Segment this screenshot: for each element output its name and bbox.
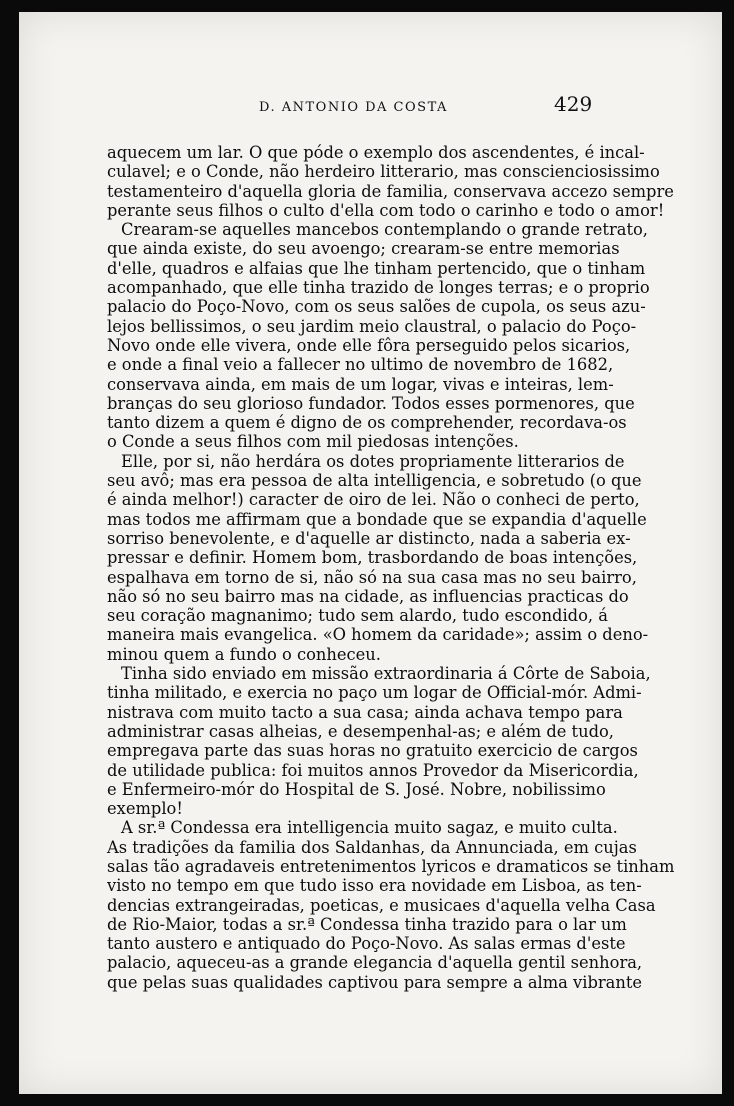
text-line: d'elle, quadros e alfaias que lhe tinham pertencido, que o tinham [107,258,646,278]
text-line: lejos bellissimos, o seu jardim meio claustral, o palacio do Poço- [107,316,637,336]
text-line: tanto austero e antiquado do Poço-Novo. As salas ermas d'este [107,934,626,954]
text-line: seu avô; mas era pessoa de alta intelligencia, e sobretudo (o que [107,471,642,491]
text-line: acompanhado, que elle tinha trazido de longes terras; e o proprio [107,278,650,298]
body-text [107,143,675,992]
paragraph [107,451,649,664]
text-line: administrar casas alheias, e desempenhal-as; e além de tudo, [107,721,614,741]
book-page [19,12,722,1094]
text-line: maneira mais evangelica. «O homem da caridade»; assim o deno- [107,625,649,645]
paragraph [107,664,651,819]
running-title: D. ANTONIO DA COSTA [259,100,448,115]
text-line: culavel; e o Conde, não herdeiro litterario, mas conscienciosissimo [107,162,660,182]
text-line: Novo onde elle vivera, onde elle fôra perseguido pelos sicarios, [107,335,631,355]
text-line: empregava parte das suas horas no gratuito exercicio de cargos [107,741,638,761]
text-line: sorriso benevolente, e d'aquelle ar distincto, nada a saberia ex- [107,528,631,548]
text-line: de utilidade publica: foi muitos annos Provedor da Misericordia, [107,760,639,780]
text-line: A sr.ª Condessa era intelligencia muito sagaz, e muito culta. [121,818,618,838]
paragraph [107,143,674,220]
text-line: de Rio-Maior, todas a sr.ª Condessa tinha trazido para o lar um [107,914,627,934]
paragraph [107,220,650,452]
text-line: que ainda existe, do seu avoengo; crearam-se entre memorias [107,239,620,259]
text-line: Elle, por si, não herdára os dotes propriamente litterarios de [121,451,625,471]
text-line: visto no tempo em que tudo isso era novidade em Lisboa, as ten- [107,876,642,896]
text-line: pressar e definir. Homem bom, trasbordando de boas intenções, [107,548,638,568]
page-number: 429 [554,92,593,116]
text-line: e Enfermeiro-mór do Hospital de S. José. Nobre, nobilissimo [107,779,606,799]
text-line: é ainda melhor!) caracter de oiro de lei. Não o conheci de perto, [107,490,640,510]
text-line: nistrava com muito tacto a sua casa; ainda achava tempo para [107,702,623,722]
text-line: e onde a final veio a fallecer no ultimo de novembro de 1682, [107,355,614,375]
text-line: testamenteiro d'aquella gloria de familia, conservava accezo sempre [107,181,674,201]
text-line: Tinha sido enviado em missão extraordinaria á Côrte de Saboia, [121,664,651,684]
text-line: não só no seu bairro mas na cidade, as influencias practicas do [107,586,629,606]
text-line: seu coração magnanimo; tudo sem alardo, tudo escondido, á [107,606,608,626]
text-line: salas tão agradaveis entretenimentos lyricos e dramaticos se tinham [107,856,675,876]
text-line: dencias extrangeiradas, poeticas, e musicaes d'aquella velha Casa [107,895,656,915]
text-line: perante seus filhos o culto d'ella com todo o carinho e todo o amor! [107,200,665,220]
text-line: palacio do Poço-Novo, com os seus salões de cupola, os seus azu- [107,297,646,317]
text-line: Crearam-se aquelles mancebos contemplando o grande retrato, [121,220,648,240]
text-line: espalhava em torno de si, não só na sua casa mas no seu bairro, [107,567,637,587]
paragraph [107,818,675,992]
text-line: mas todos me affirmam que a bondade que se expandia d'aquelle [107,509,647,529]
text-line: exemplo! [107,799,183,819]
page-header [19,90,722,120]
text-line: As tradições da familia dos Saldanhas, da Annunciada, em cujas [107,837,637,857]
text-line: aquecem um lar. O que póde o exemplo dos ascendentes, é incal- [107,143,645,162]
text-line: minou quem a fundo o conheceu. [107,644,381,664]
text-line: o Conde a seus filhos com mil piedosas intenções. [107,432,519,452]
text-line: conservava ainda, em mais de um logar, vivas e inteiras, lem- [107,374,614,394]
text-line: tanto dizem a quem é digno de os comprehender, recordava-os [107,413,627,433]
text-line: tinha militado, e exercia no paço um logar de Official-mór. Admi- [107,683,642,703]
text-line: que pelas suas qualidades captivou para sempre a alma vibrante [107,972,643,992]
text-line: palacio, aqueceu-as a grande elegancia d'aquella gentil senhora, [107,953,643,973]
text-line: branças do seu glorioso fundador. Todos esses pormenores, que [107,393,635,413]
